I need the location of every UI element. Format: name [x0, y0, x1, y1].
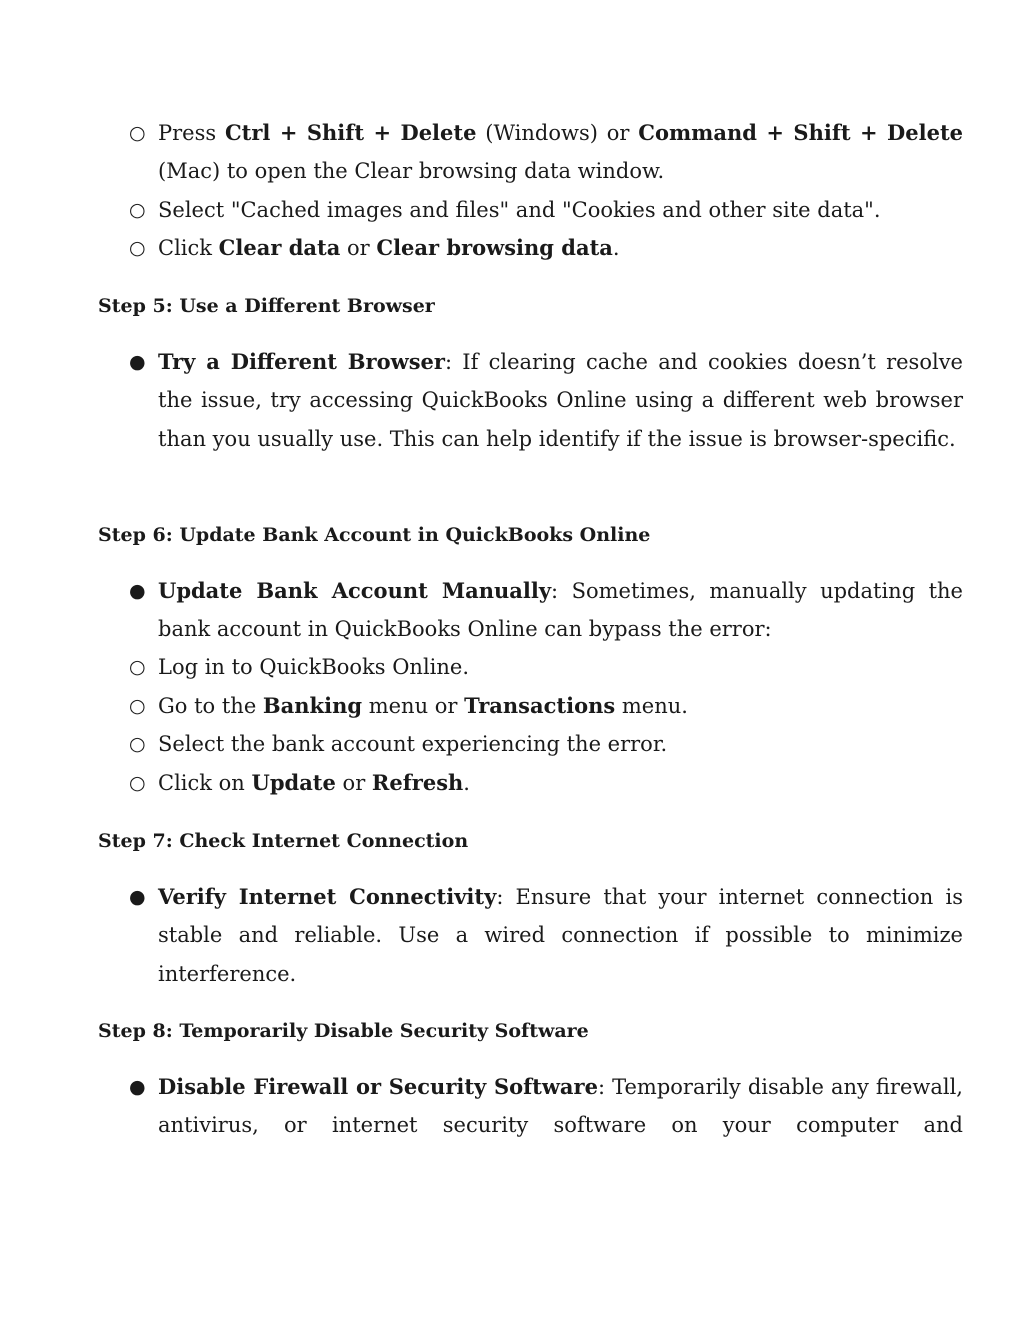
- list-item: ○ Select "Cached images and files" and "Cookies and other site data".: [98, 191, 963, 229]
- filled-bullet-icon: ●: [129, 886, 146, 908]
- hollow-bullet-icon: ○: [129, 122, 146, 144]
- filled-bullet-icon: ●: [129, 1076, 146, 1098]
- hollow-bullet-icon: ○: [129, 237, 146, 259]
- list-item: ○ Click on Update or Refresh.: [98, 764, 963, 802]
- list-item: ○ Go to the Banking menu or Transactions menu.: [98, 687, 963, 725]
- section-heading: Step 6: Update Bank Account in QuickBooks Online: [98, 524, 651, 546]
- list-item: ○ Select the bank account experiencing the error.: [98, 725, 963, 763]
- list-item: ○ Click Clear data or Clear browsing data.: [98, 229, 963, 267]
- hollow-bullet-icon: ○: [129, 772, 146, 794]
- list-item: ● Try a Different Browser: If clearing cache and cookies doesn’t resolve the issue, try accessing QuickBooks Online using a different web browser than you usually use. This can help identify if the issue is browser-specific.: [98, 343, 963, 458]
- section-heading: Step 8: Temporarily Disable Security Software: [98, 1020, 589, 1042]
- list-item: ○ Press Ctrl + Shift + Delete (Windows) or Command + Shift + Delete (Mac) to open the Clear browsing data window.: [98, 114, 963, 191]
- hollow-bullet-icon: ○: [129, 656, 146, 678]
- hollow-bullet-icon: ○: [129, 199, 146, 221]
- list-item: ● Update Bank Account Manually: Sometimes, manually updating the bank account in QuickBooks Online can bypass the error:: [98, 572, 963, 649]
- filled-bullet-icon: ●: [129, 351, 146, 373]
- section-heading: Step 7: Check Internet Connection: [98, 830, 469, 852]
- list-item: ● Disable Firewall or Security Software: Temporarily disable any firewall, antivirus, or internet security software on your computer and: [98, 1068, 963, 1145]
- hollow-bullet-icon: ○: [129, 733, 146, 755]
- list-item: ● Verify Internet Connectivity: Ensure that your internet connection is stable and reliable. Use a wired connection if possible to minimize interference.: [98, 878, 963, 993]
- list-item: ○ Log in to QuickBooks Online.: [98, 648, 963, 686]
- hollow-bullet-icon: ○: [129, 695, 146, 717]
- section-heading: Step 5: Use a Different Browser: [98, 295, 435, 317]
- filled-bullet-icon: ●: [129, 580, 146, 602]
